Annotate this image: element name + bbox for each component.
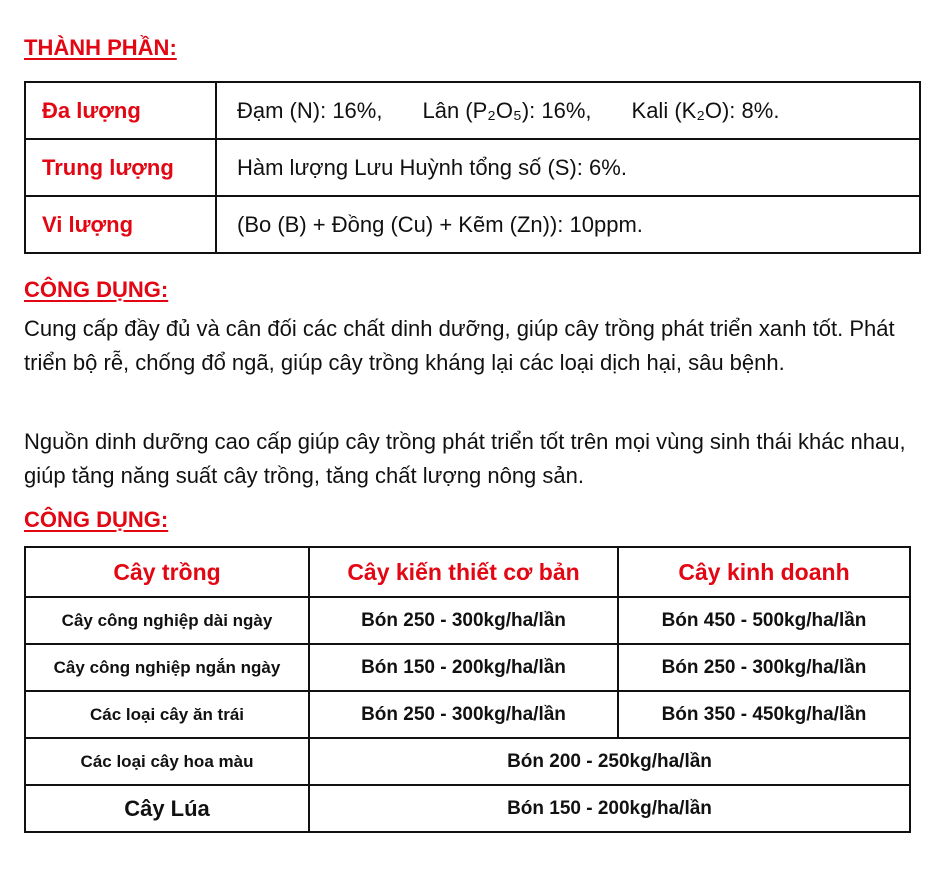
crop-name: Các loại cây ăn trái (25, 691, 309, 738)
composition-label: Trung lượng (25, 139, 216, 196)
phosphorus-value: Lân (P₂O₅): 16%, (422, 97, 592, 123)
basic-dose: Bón 250 - 300kg/ha/lần (309, 691, 618, 738)
dosage-table (24, 546, 911, 833)
potassium-value: Kali (K₂O): 8%. (631, 97, 780, 123)
composition-value: (Bo (B) + Đồng (Cu) + Kẽm (Zn)): 10ppm. (216, 196, 920, 253)
merged-dose: Bón 150 - 200kg/ha/lần (309, 785, 910, 832)
composition-value: Hàm lượng Lưu Huỳnh tổng số (S): 6%. (216, 139, 920, 196)
table-row (25, 196, 920, 253)
merged-dose: Bón 200 - 250kg/ha/lần (309, 738, 910, 785)
business-dose: Bón 350 - 450kg/ha/lần (618, 691, 910, 738)
table-row (25, 738, 910, 785)
uses-heading: CÔNG DỤNG: (24, 277, 169, 302)
dosage-heading: CÔNG DỤNG: (24, 507, 169, 532)
composition-label: Vi lượng (25, 196, 216, 253)
composition-table (24, 81, 921, 254)
column-header-basic: Cây kiến thiết cơ bản (309, 547, 618, 597)
column-header-business: Cây kinh doanh (618, 547, 910, 597)
crop-name: Cây Lúa (25, 785, 309, 832)
business-dose: Bón 250 - 300kg/ha/lần (618, 644, 910, 691)
composition-heading: THÀNH PHẦN: (24, 35, 177, 60)
table-row (25, 644, 910, 691)
uses-paragraph-1: Cung cấp đầy đủ và cân đối các chất dinh dưỡng, giúp cây trồng phát triển xanh tốt. Phát triển bộ rễ, chống đổ ngã, giúp cây trồng kháng lại các loại dịch hại, sâu bệnh. (24, 316, 895, 375)
nitrogen-value: Đạm (N): 16%, (237, 97, 383, 123)
uses-paragraph-2: Nguồn dinh dưỡng cao cấp giúp cây trồng phát triển tốt trên mọi vùng sinh thái khác nhau, giúp tăng năng suất cây trồng, tăng chất lượng nông sản. (24, 429, 906, 488)
table-header-row (25, 547, 910, 597)
crop-name: Các loại cây hoa màu (25, 738, 309, 785)
composition-label: Đa lượng (25, 82, 216, 139)
crop-name: Cây công nghiệp dài ngày (25, 597, 309, 644)
basic-dose: Bón 150 - 200kg/ha/lần (309, 644, 618, 691)
table-row (25, 139, 920, 196)
business-dose: Bón 450 - 500kg/ha/lần (618, 597, 910, 644)
table-row (25, 597, 910, 644)
table-row (25, 82, 920, 139)
table-row (25, 691, 910, 738)
basic-dose: Bón 250 - 300kg/ha/lần (309, 597, 618, 644)
column-header-crop: Cây trồng (25, 547, 309, 597)
table-row (25, 785, 910, 832)
composition-value (216, 82, 920, 139)
crop-name: Cây công nghiệp ngắn ngày (25, 644, 309, 691)
